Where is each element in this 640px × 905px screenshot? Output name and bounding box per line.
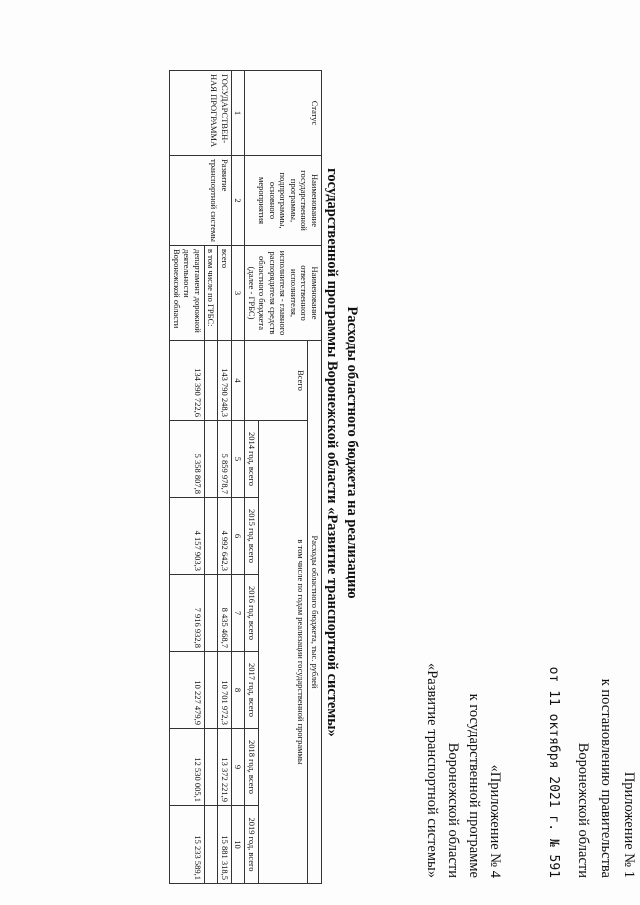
budget-table — [170, 70, 323, 884]
row-value-2018: 12 530 005,1 — [170, 729, 205, 806]
appendix-4-line4: «Развитие транспортной системы» — [424, 662, 440, 878]
appendix-1-block — [542, 667, 640, 878]
column-number: 9 — [232, 729, 246, 806]
row-value-2015: 4 157 903,3 — [170, 498, 205, 575]
header-year: 2015 год, всего — [245, 498, 259, 575]
row-value-2016: 8 435 468,7 — [218, 575, 232, 652]
row-value-2014: 5 358 807,8 — [170, 421, 205, 498]
header-total: Всего — [245, 341, 308, 421]
row-value-2019: 15 881 318,5 — [218, 806, 232, 884]
row-grbs: всего — [218, 246, 232, 341]
appendix-1-line3: Воронежской области — [575, 742, 591, 878]
header-row-1 — [308, 71, 322, 884]
row-program-name: Развитие транспортной системы — [170, 156, 232, 246]
row-value-2019 — [205, 806, 219, 884]
column-number: 1 — [232, 71, 246, 156]
appendix-4-line3: Воронежской области — [445, 742, 461, 878]
header-year: 2014 год, всего — [245, 421, 259, 498]
title-line-2: государственной программы Воронежской области «Развитие транспортной системы» — [324, 168, 340, 737]
row-value-2019: 15 233 589,1 — [170, 806, 205, 884]
column-number: 7 — [232, 575, 246, 652]
row-total: 134 390 722,6 — [170, 341, 205, 421]
header-expenses: Расходы областного бюджета, тыс. рублей — [308, 341, 322, 884]
header-year: 2019 год, всего — [245, 806, 259, 884]
header-program-name: Наименование государственной программы, подпрограммы, основного мероприятия — [245, 156, 322, 246]
appendix-1-date: от 11 октября 2021 г. № 591 — [546, 666, 561, 878]
column-number: 10 — [232, 806, 246, 884]
row-value-2018: 13 372 221,9 — [218, 729, 232, 806]
row-value-2016 — [205, 575, 219, 652]
header-year: 2016 год, всего — [245, 575, 259, 652]
column-number: 8 — [232, 652, 246, 729]
column-number: 4 — [232, 341, 246, 421]
table-row — [218, 71, 232, 884]
title-line-1: Расходы областного бюджета на реализацию — [344, 306, 360, 599]
column-number: 2 — [232, 156, 246, 246]
appendix-4-block — [421, 663, 505, 878]
row-value-2015 — [205, 498, 219, 575]
row-value-2017 — [205, 652, 219, 729]
row-value-2014: 5 859 978,7 — [218, 421, 232, 498]
header-grbs: Наименование ответственного исполнителя, исполнителя - главного распорядителя средств областного бюджета (далее - ГРБС) — [245, 246, 322, 341]
row-value-2017: 10 701 972,3 — [218, 652, 232, 729]
column-number: 5 — [232, 421, 246, 498]
appendix-1-title: Приложение № 1 — [621, 771, 637, 878]
appendix-1-line2: к постановлению правительства — [598, 678, 614, 878]
header-year: 2017 год, всего — [245, 652, 259, 729]
header-status: Статус — [245, 71, 322, 156]
row-total — [205, 341, 219, 421]
appendix-4-line2: к государственной программе — [466, 693, 482, 878]
row-status: ГОСУДАРСТВЕН-НАЯ ПРОГРАММА — [170, 71, 232, 156]
column-number: 6 — [232, 498, 246, 575]
column-number: 3 — [232, 246, 246, 341]
appendix-4-title: «Приложение № 4 — [487, 764, 503, 878]
row-value-2018 — [205, 729, 219, 806]
header-year: 2018 год, всего — [245, 729, 259, 806]
row-grbs: департамент дорожной деятельности Воронежской области — [170, 246, 205, 341]
row-grbs: в том числе по ГРБС: — [205, 246, 219, 341]
row-value-2016: 7 916 932,8 — [170, 575, 205, 652]
header-by-years: в том числе по годам реализации государственной программы — [259, 421, 309, 884]
row-total: 143 790 248,3 — [218, 341, 232, 421]
document-title — [322, 0, 362, 905]
row-value-2014 — [205, 421, 219, 498]
row-value-2017: 10 227 479,9 — [170, 652, 205, 729]
row-value-2015: 4 992 642,3 — [218, 498, 232, 575]
column-number-row — [232, 71, 246, 884]
